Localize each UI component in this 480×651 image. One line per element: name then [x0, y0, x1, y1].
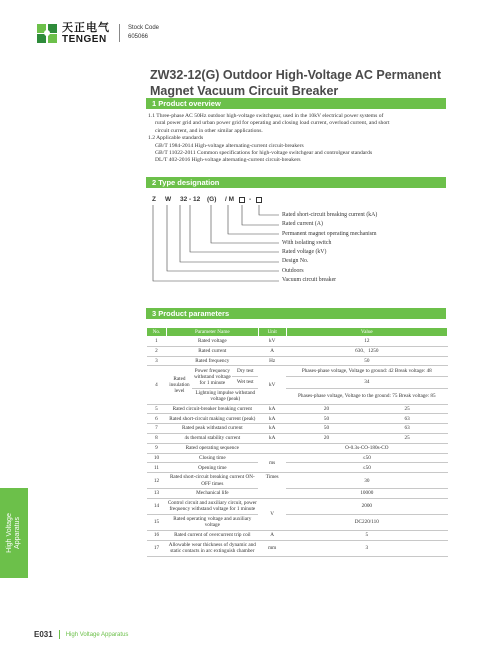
cell-name: Rated current: [166, 346, 258, 356]
table-row: [147, 414, 448, 424]
table-row: [147, 356, 448, 366]
brand-name-en: TENGEN: [62, 33, 107, 45]
cell-name: Rated short-circuit making current (peak): [166, 414, 258, 424]
code-dash: -: [249, 196, 252, 203]
side-tab-label: [6, 513, 22, 553]
cell-subname: Power frequency withstand voltage for 1 minute: [193, 367, 231, 387]
cell-unit: kV: [258, 337, 286, 347]
cell-value: 30: [286, 473, 447, 489]
cell-name: 4s thermal stability current: [166, 433, 258, 443]
cell-no: 1: [147, 337, 167, 347]
cell-no: 15: [147, 514, 167, 530]
cell-unit: kA: [258, 414, 286, 424]
table-row: [147, 337, 448, 347]
cell-name: Rated peak withstand current: [166, 424, 258, 434]
cell-no: 11: [147, 463, 167, 473]
cell-value: 20: [286, 433, 367, 443]
code-32-12: 32 - 12: [180, 196, 201, 203]
section-heading-overview: 1 Product overview: [146, 98, 446, 109]
page-title: ZW32-12(G) Outdoor High-Voltage AC Permanent Magnet Vacuum Circuit Breaker: [150, 68, 441, 98]
cell-name: Control circuit and auxiliary circuit, power frequency withstand voltage for 1 minute: [167, 500, 257, 513]
side-tab-line: Apparatus: [14, 517, 21, 549]
stock-code-block: [119, 24, 159, 42]
side-category-tab: [0, 488, 28, 578]
page-number: E031: [34, 630, 53, 639]
table-row: [147, 424, 448, 434]
cell-no: 14: [147, 498, 167, 514]
cell-group: Rated insulation level: [166, 366, 192, 404]
overview-text: [148, 113, 453, 165]
cell-value: 20: [286, 404, 367, 414]
designation-label: Design No.: [282, 258, 309, 265]
standards-heading: 1.2 Applicable standards: [148, 135, 204, 142]
cell-value: 34: [286, 377, 447, 388]
cell-name: Rated voltage: [166, 337, 258, 347]
col-header-no: No.: [147, 328, 167, 337]
table-row: [147, 453, 448, 463]
col-header-value: Value: [286, 328, 447, 337]
designation-label: Rated short-circuit breaking current (kA): [282, 212, 378, 218]
designation-label: Vacuum circuit breaker: [282, 277, 337, 284]
cell-value: O-0.3s-CO-180s-CO: [286, 443, 447, 453]
table-row: [147, 404, 448, 414]
cell-unit: mm: [258, 540, 286, 556]
cell-value: 12: [286, 337, 447, 347]
cell-value: DC220/110: [286, 514, 447, 530]
cell-unit: A: [258, 346, 286, 356]
cell-no: 8: [147, 433, 167, 443]
cell-value: 63: [367, 414, 448, 424]
cell-name: Rated operating voltage and auxiliary voltage: [166, 514, 258, 530]
designation-label: Permanent magnet operating mechanism: [282, 230, 377, 237]
cell-value: ≤50: [286, 463, 447, 473]
cell-name: Rated operating sequence: [166, 443, 258, 453]
cell-no: 9: [147, 443, 167, 453]
cell-no: 10: [147, 453, 167, 463]
code-w: W: [165, 196, 172, 203]
cell-value: Phases-phase voltage, Voltage to ground: 42 Break voltage: 48: [286, 366, 447, 377]
cell-test-type: Wet test: [232, 377, 258, 388]
designation-label: Outdoors: [282, 267, 304, 274]
code-g: (G): [207, 196, 217, 203]
cell-unit: kA: [258, 404, 286, 414]
cell-name: Rated current of overcurrent trip coil: [166, 530, 258, 540]
cell-name: Mechanical life: [166, 489, 258, 499]
code-m: / M: [225, 196, 235, 203]
cell-no: 4: [147, 366, 167, 404]
cell-unit: V: [258, 498, 286, 530]
placeholder-box-current: [239, 197, 245, 203]
cell-value: 25: [367, 404, 448, 414]
cell-value: 2000: [286, 498, 447, 514]
table-row: [147, 388, 448, 404]
cell-value: 25: [367, 433, 448, 443]
cell-unit: A: [258, 530, 286, 540]
cell-unit: kA: [258, 433, 286, 443]
cell-value: 50: [286, 414, 367, 424]
table-row: [147, 463, 448, 473]
table-row: [147, 433, 448, 443]
table-row: [147, 489, 448, 499]
col-header-name: Parameter Name: [166, 328, 258, 337]
cell-unit: Times: [258, 473, 286, 499]
table-row: [147, 366, 448, 377]
cell-test-type: Dry test: [232, 366, 258, 377]
cell-name: Closing time: [166, 453, 258, 463]
standard-item: GB/T 1984-2014 High-voltage alternating-current circuit-breakers: [155, 142, 304, 149]
cell-value: 10000: [286, 489, 447, 499]
cell-name: Opening time: [166, 463, 258, 473]
cell-value: 3: [286, 540, 447, 556]
cell-value: 50: [286, 424, 367, 434]
table-header-row: [147, 328, 448, 337]
cell-name: Allowable wear thickness of dynamic and static contacts in arc extinguish chamber: [166, 540, 258, 556]
cell-no: 16: [147, 530, 167, 540]
cell-value: 50: [286, 356, 447, 366]
cell-value: 630、1250: [286, 346, 447, 356]
brand-name-cn: 天正电气: [62, 20, 110, 34]
cell-unit: ms: [258, 453, 286, 473]
cell-value: 5: [286, 530, 447, 540]
table-row: [147, 473, 448, 489]
table-row: [147, 498, 448, 514]
cell-no: 12: [147, 473, 167, 489]
cell-unit: [258, 443, 286, 453]
code-z: Z: [152, 196, 156, 203]
tengen-logo-icon: [36, 22, 58, 44]
cell-value: Phases-phase voltage, Voltage to the ground: 75 Break voltage: 85: [286, 388, 447, 404]
cell-subname: Lightning impulse withstand voltage (peak): [192, 388, 258, 404]
header: [36, 20, 159, 46]
cell-no: 3: [147, 356, 167, 366]
cell-no: 7: [147, 424, 167, 434]
standard-item: GB/T 11022-2011 Common specifications for high-voltage switchgear and controlgear standards: [155, 150, 373, 157]
designation-label: Rated current (A): [282, 221, 323, 228]
cell-no: 13: [147, 489, 167, 499]
cell-name: Rated short-circuit breaking current ON-OFF times: [166, 473, 258, 489]
table-row: [147, 346, 448, 356]
side-tab-line: High Voltage: [6, 513, 13, 553]
stock-code-value: 605066: [128, 34, 149, 40]
section-heading-type: 2 Type designation: [146, 177, 446, 188]
cell-name: Rated circuit-breaker breaking current: [166, 404, 258, 414]
footer-category: High Voltage Apparatus: [65, 631, 129, 638]
table-row: [147, 530, 448, 540]
designation-label: Rated voltage (kV): [282, 249, 327, 256]
table-row: [147, 514, 448, 530]
designation-label: With isolating switch: [282, 239, 332, 246]
page-footer: [34, 630, 128, 639]
overview-paragraph-cont: circuit current, and in other similar applications.: [155, 127, 263, 134]
cell-name: Rated frequency: [166, 356, 258, 366]
section-heading-params: 3 Product parameters: [146, 308, 446, 319]
brand-logo: [36, 22, 110, 45]
cell-no: 5: [147, 404, 167, 414]
table-row: [147, 443, 448, 453]
cell-unit: Hz: [258, 356, 286, 366]
cell-value: ≤50: [286, 453, 447, 463]
footer-divider: [59, 630, 60, 639]
overview-paragraph-cont: rural power grid and urban power grid for operating and closing load current, overload current, and short: [155, 120, 390, 127]
overview-paragraph: 1.1 Three-phase AC 50Hz outdoor high-voltage switchgear, used in the 10kV electrical power systems of: [148, 113, 384, 119]
cell-no: 6: [147, 414, 167, 424]
table-row: [147, 540, 448, 556]
parameters-table: [146, 327, 448, 557]
cell-no: 17: [147, 540, 167, 556]
col-header-unit: Unit: [258, 328, 286, 337]
stock-code-label: Stock Code: [128, 25, 160, 31]
cell-unit: kV: [258, 366, 286, 404]
cell-unit: kA: [258, 424, 286, 434]
designation-labels: [282, 211, 377, 285]
cell-no: 2: [147, 346, 167, 356]
placeholder-box-breaking: [256, 197, 262, 203]
cell-value: 63: [367, 424, 448, 434]
standard-item: DL/T 402-2016 High-voltage alternating-current circuit-breakers: [155, 157, 301, 164]
